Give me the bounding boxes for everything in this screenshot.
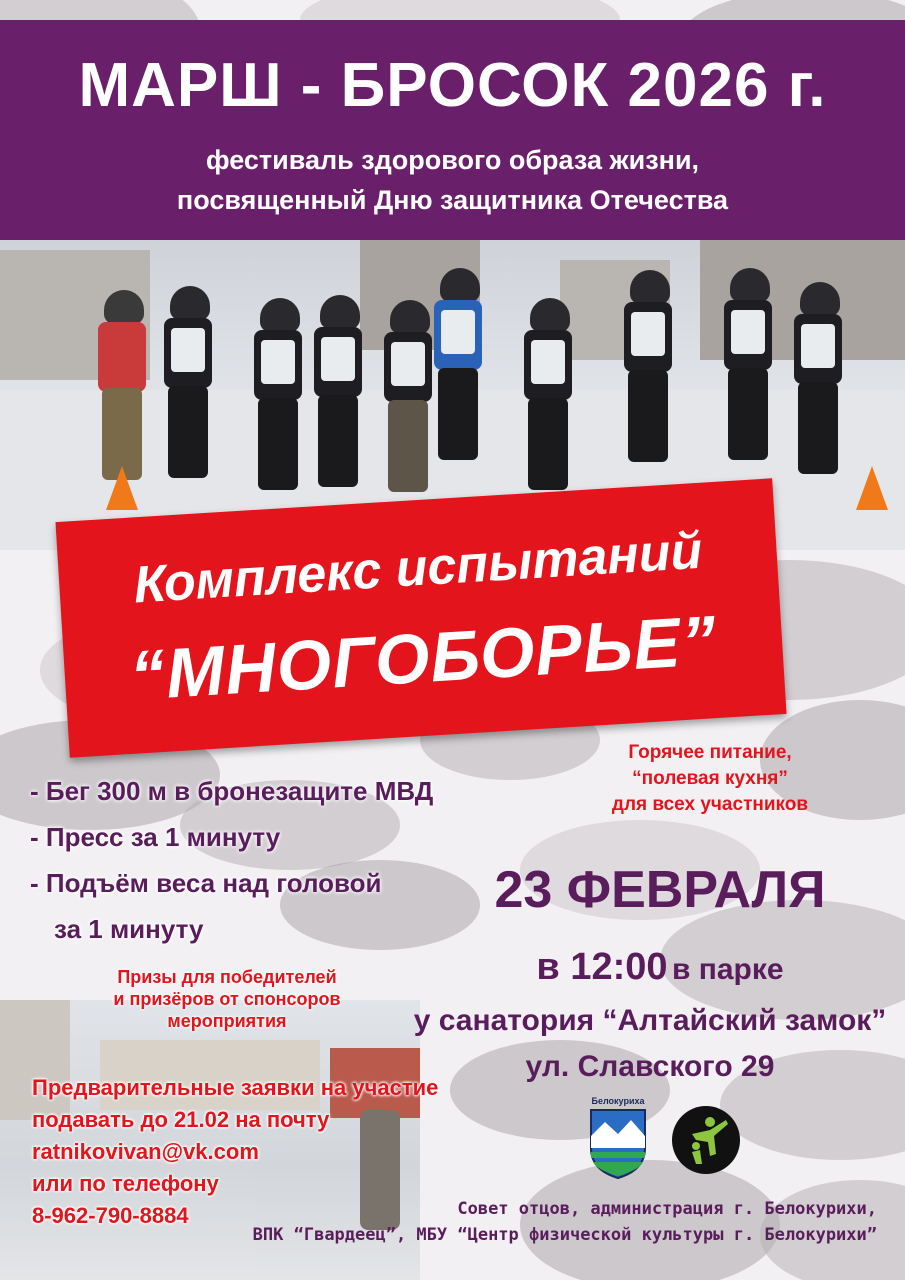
event-title: МАРШ - БРОСОК 2026 г. xyxy=(78,51,827,120)
city-logo-label: Белокуриха xyxy=(591,1096,645,1106)
organizers: Совет отцов, администрация г. Белокурихи, ВПК “Гвардеец”, МБУ “Центр физической культуры г. Белокурихи” xyxy=(252,1199,877,1245)
contact-phone[interactable]: 8-962-790-8884 xyxy=(32,1203,189,1228)
event-time: в 12:00 в парке xyxy=(536,946,784,988)
banner-line1: Комплекс испытаний xyxy=(132,521,704,615)
banner-line2: “МНОГОБОРЬЕ” xyxy=(127,601,720,715)
application-info: Предварительные заявки на участие подавать до 21.02 на почту ratnikovivan@vk.com или по телефону 8-962-790-8884 xyxy=(32,1072,452,1232)
competition-banner xyxy=(55,478,786,757)
list-item: - Пресс за 1 минуту xyxy=(30,822,281,852)
list-item: - Подъём веса над головой xyxy=(30,868,382,898)
event-subtitle: фестиваль здорового образа жизни, посвященный Дню защитника Отечества xyxy=(176,145,729,215)
fitness-family-icon xyxy=(670,1104,742,1176)
hot-food-note: Горячее питание, “полевая кухня” для всех участников xyxy=(611,742,809,815)
list-item: за 1 минуту xyxy=(54,914,204,944)
event-date: 23 ФЕВРАЛЯ xyxy=(494,861,826,919)
events-list xyxy=(30,768,530,952)
event-place: у санатория “Алтайский замок” ул. Славского 29 xyxy=(413,1004,887,1083)
prizes-note: Призы для победителей и призёров от спонсоров мероприятия xyxy=(113,967,341,1031)
list-item: - Бег 300 м в бронезащите МВД xyxy=(30,776,434,806)
contact-email[interactable]: ratnikovivan@vk.com xyxy=(32,1139,259,1164)
coat-of-arms-icon xyxy=(583,1096,653,1180)
header-banner xyxy=(0,20,905,240)
